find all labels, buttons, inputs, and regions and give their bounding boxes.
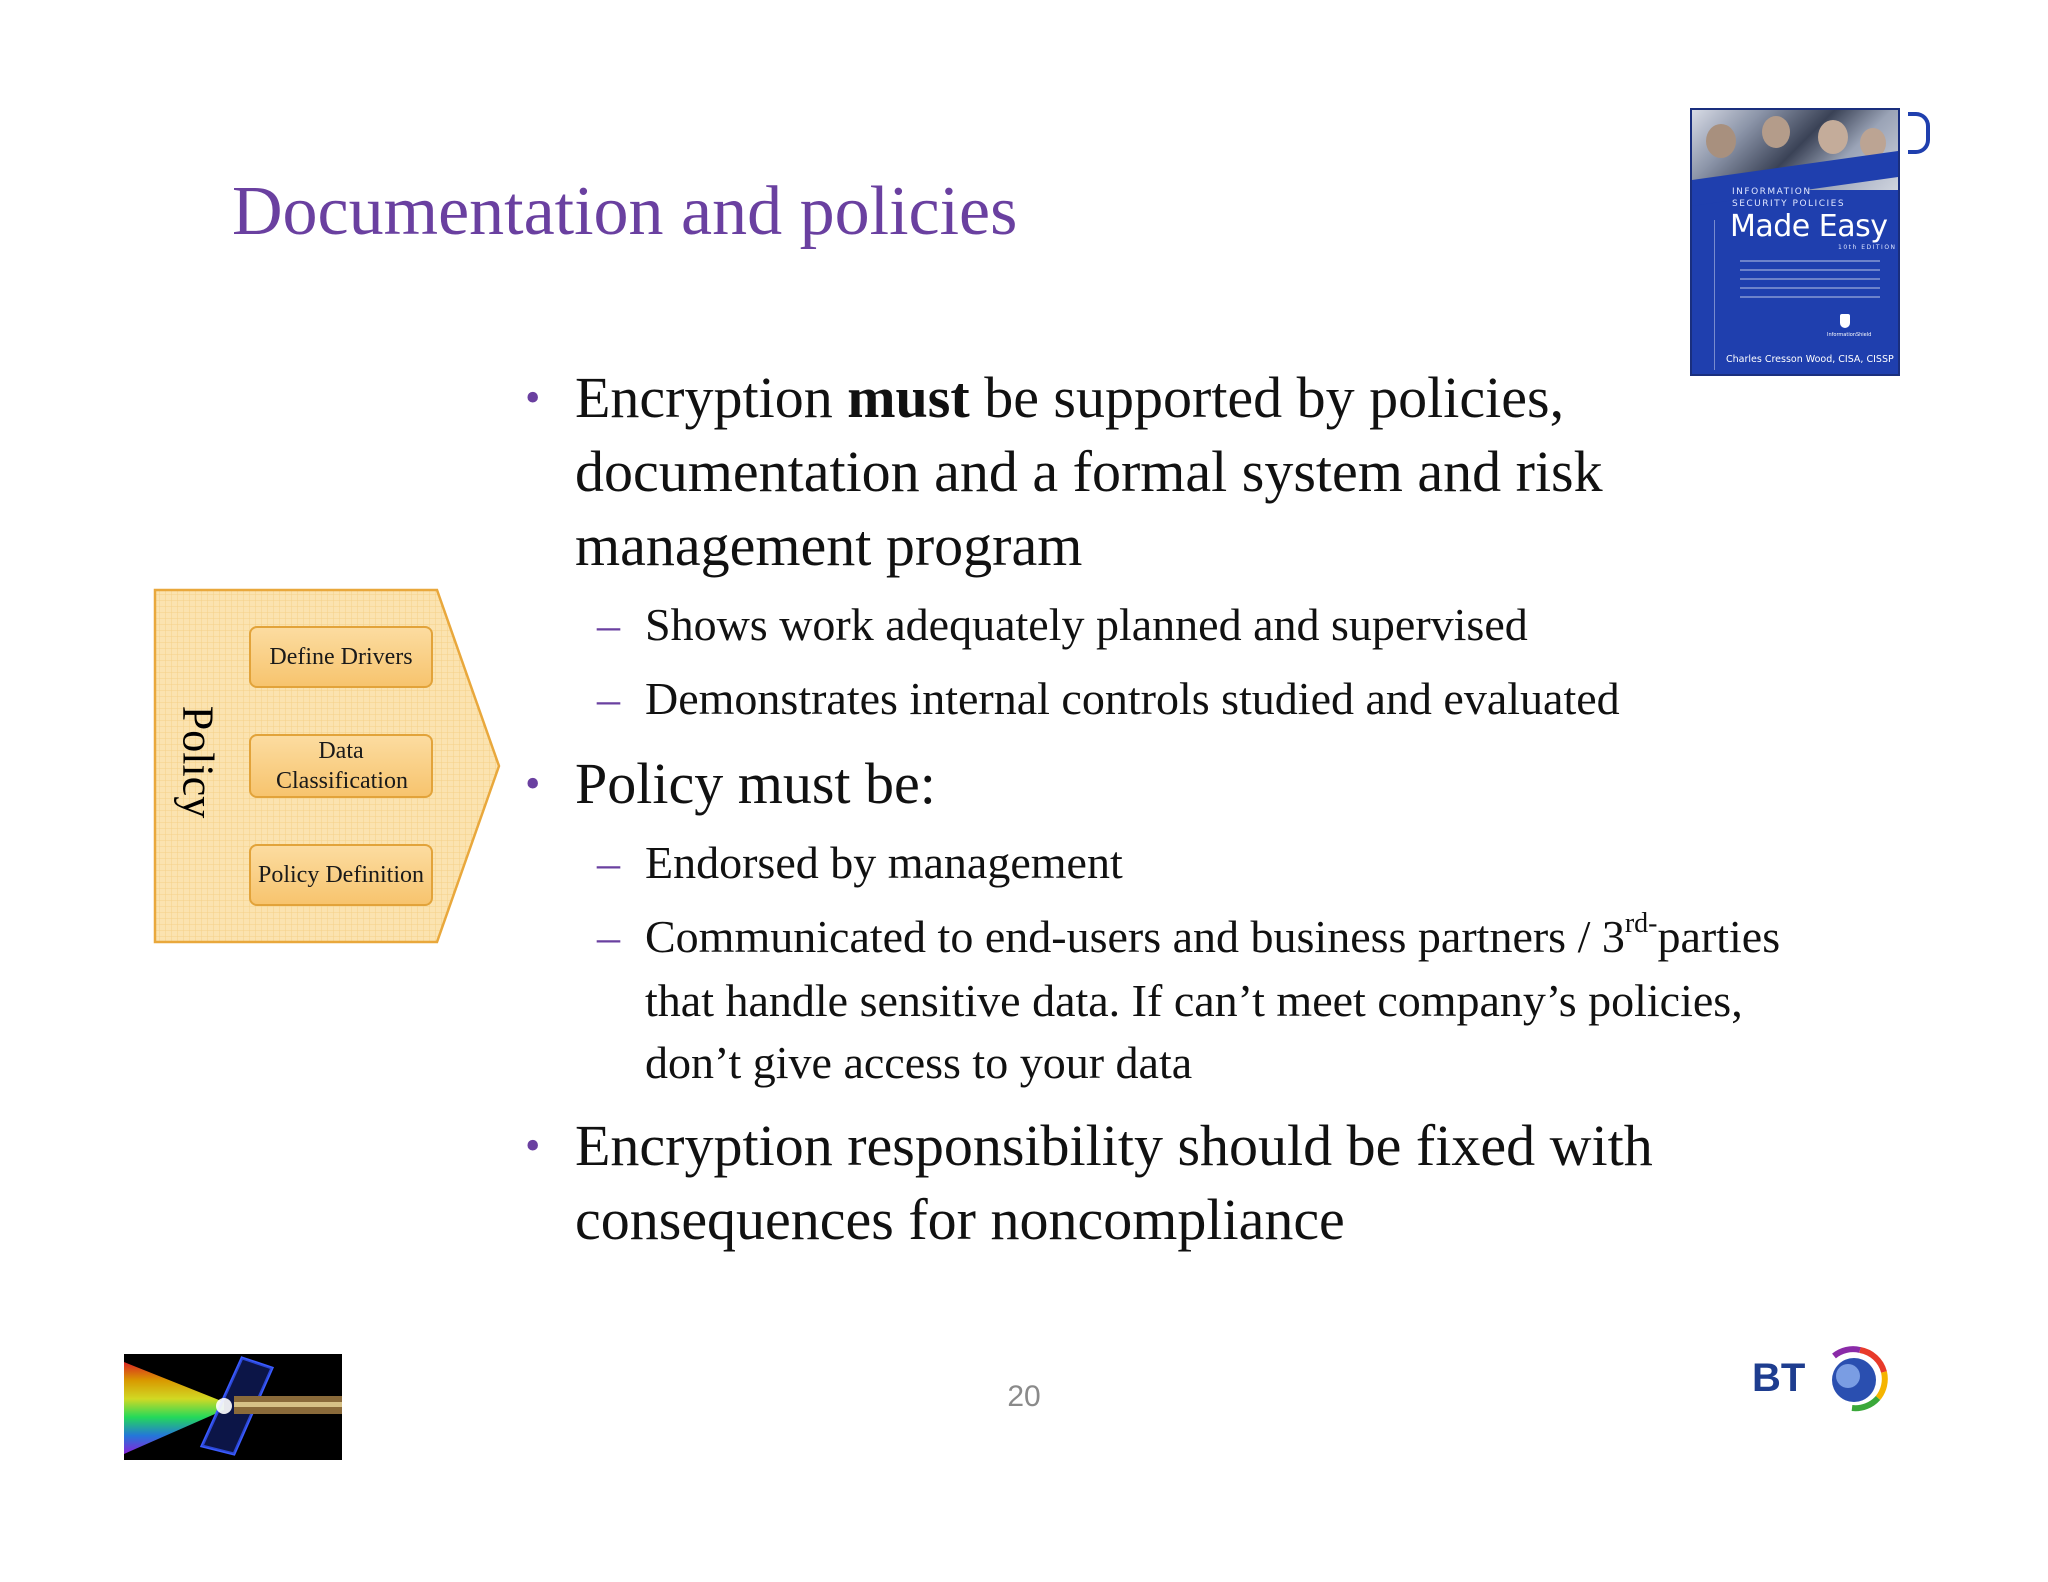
dash-glyph: – [597, 911, 620, 962]
sub-bullet-continuation: that handle sensitive data. If can’t meet company’s policies, [645, 975, 1743, 1026]
bullet-glyph: • [525, 759, 541, 808]
bullet-item: • Policy must be: [575, 746, 936, 822]
sub-bullet-item: – Demonstrates internal controls studied and evaluated [645, 668, 1620, 730]
policy-definition-box: Policy Definition [249, 844, 433, 906]
page-number: 20 [1007, 1380, 1041, 1413]
data-classification-box [249, 734, 433, 798]
book-cover-brand: InformationShield [1827, 332, 1872, 338]
book-cover-title: Made Easy [1730, 209, 1888, 244]
book-clip-decoration [1908, 112, 1930, 154]
book-cover-blurb [1740, 260, 1880, 300]
bullet-continuation: consequences for noncompliance [575, 1187, 1345, 1252]
bullet-item: • Encryption must be supported by policies, [575, 360, 1564, 436]
bt-globe-icon [1822, 1342, 1892, 1414]
footer-prism-image [124, 1354, 342, 1460]
bt-logo [1752, 1342, 1892, 1414]
bullet-continuation: documentation and a formal system and risk [575, 439, 1603, 504]
dash-glyph: – [597, 599, 620, 650]
bullet-item: • Encryption responsibility should be fixed with [575, 1108, 1653, 1184]
emphasis-text: must [847, 365, 970, 430]
slide-title: Documentation and policies [232, 173, 1018, 250]
book-cover-subtitle: INFORMATION SECURITY POLICIES [1732, 187, 1846, 209]
data-classification-label: Data Classification [276, 738, 408, 794]
bt-logo-text: BT [1752, 1356, 1806, 1400]
policy-label: Policy [173, 705, 223, 819]
bullet-glyph: • [525, 1121, 541, 1170]
dash-glyph: – [597, 673, 620, 724]
dash-glyph: – [597, 837, 620, 888]
book-cover-image [1690, 108, 1900, 376]
sub-bullet-item: – Shows work adequately planned and supervised [645, 594, 1528, 656]
define-drivers-box: Define Drivers [249, 626, 433, 688]
bullet-glyph: • [525, 373, 541, 422]
sub-bullet-item: – Communicated to end-users and business partners / $3^{rd-}parties$ [645, 906, 1780, 968]
bullet-continuation: management program [575, 513, 1083, 578]
shield-icon [1840, 314, 1850, 328]
sub-bullet-continuation: don’t give access to your data [645, 1037, 1193, 1088]
book-cover-author: Charles Cresson Wood, CISA, CISSP [1726, 354, 1894, 365]
sub-bullet-item: – Endorsed by management [645, 832, 1123, 894]
book-cover-edition: 10th EDITION [1838, 244, 1897, 251]
